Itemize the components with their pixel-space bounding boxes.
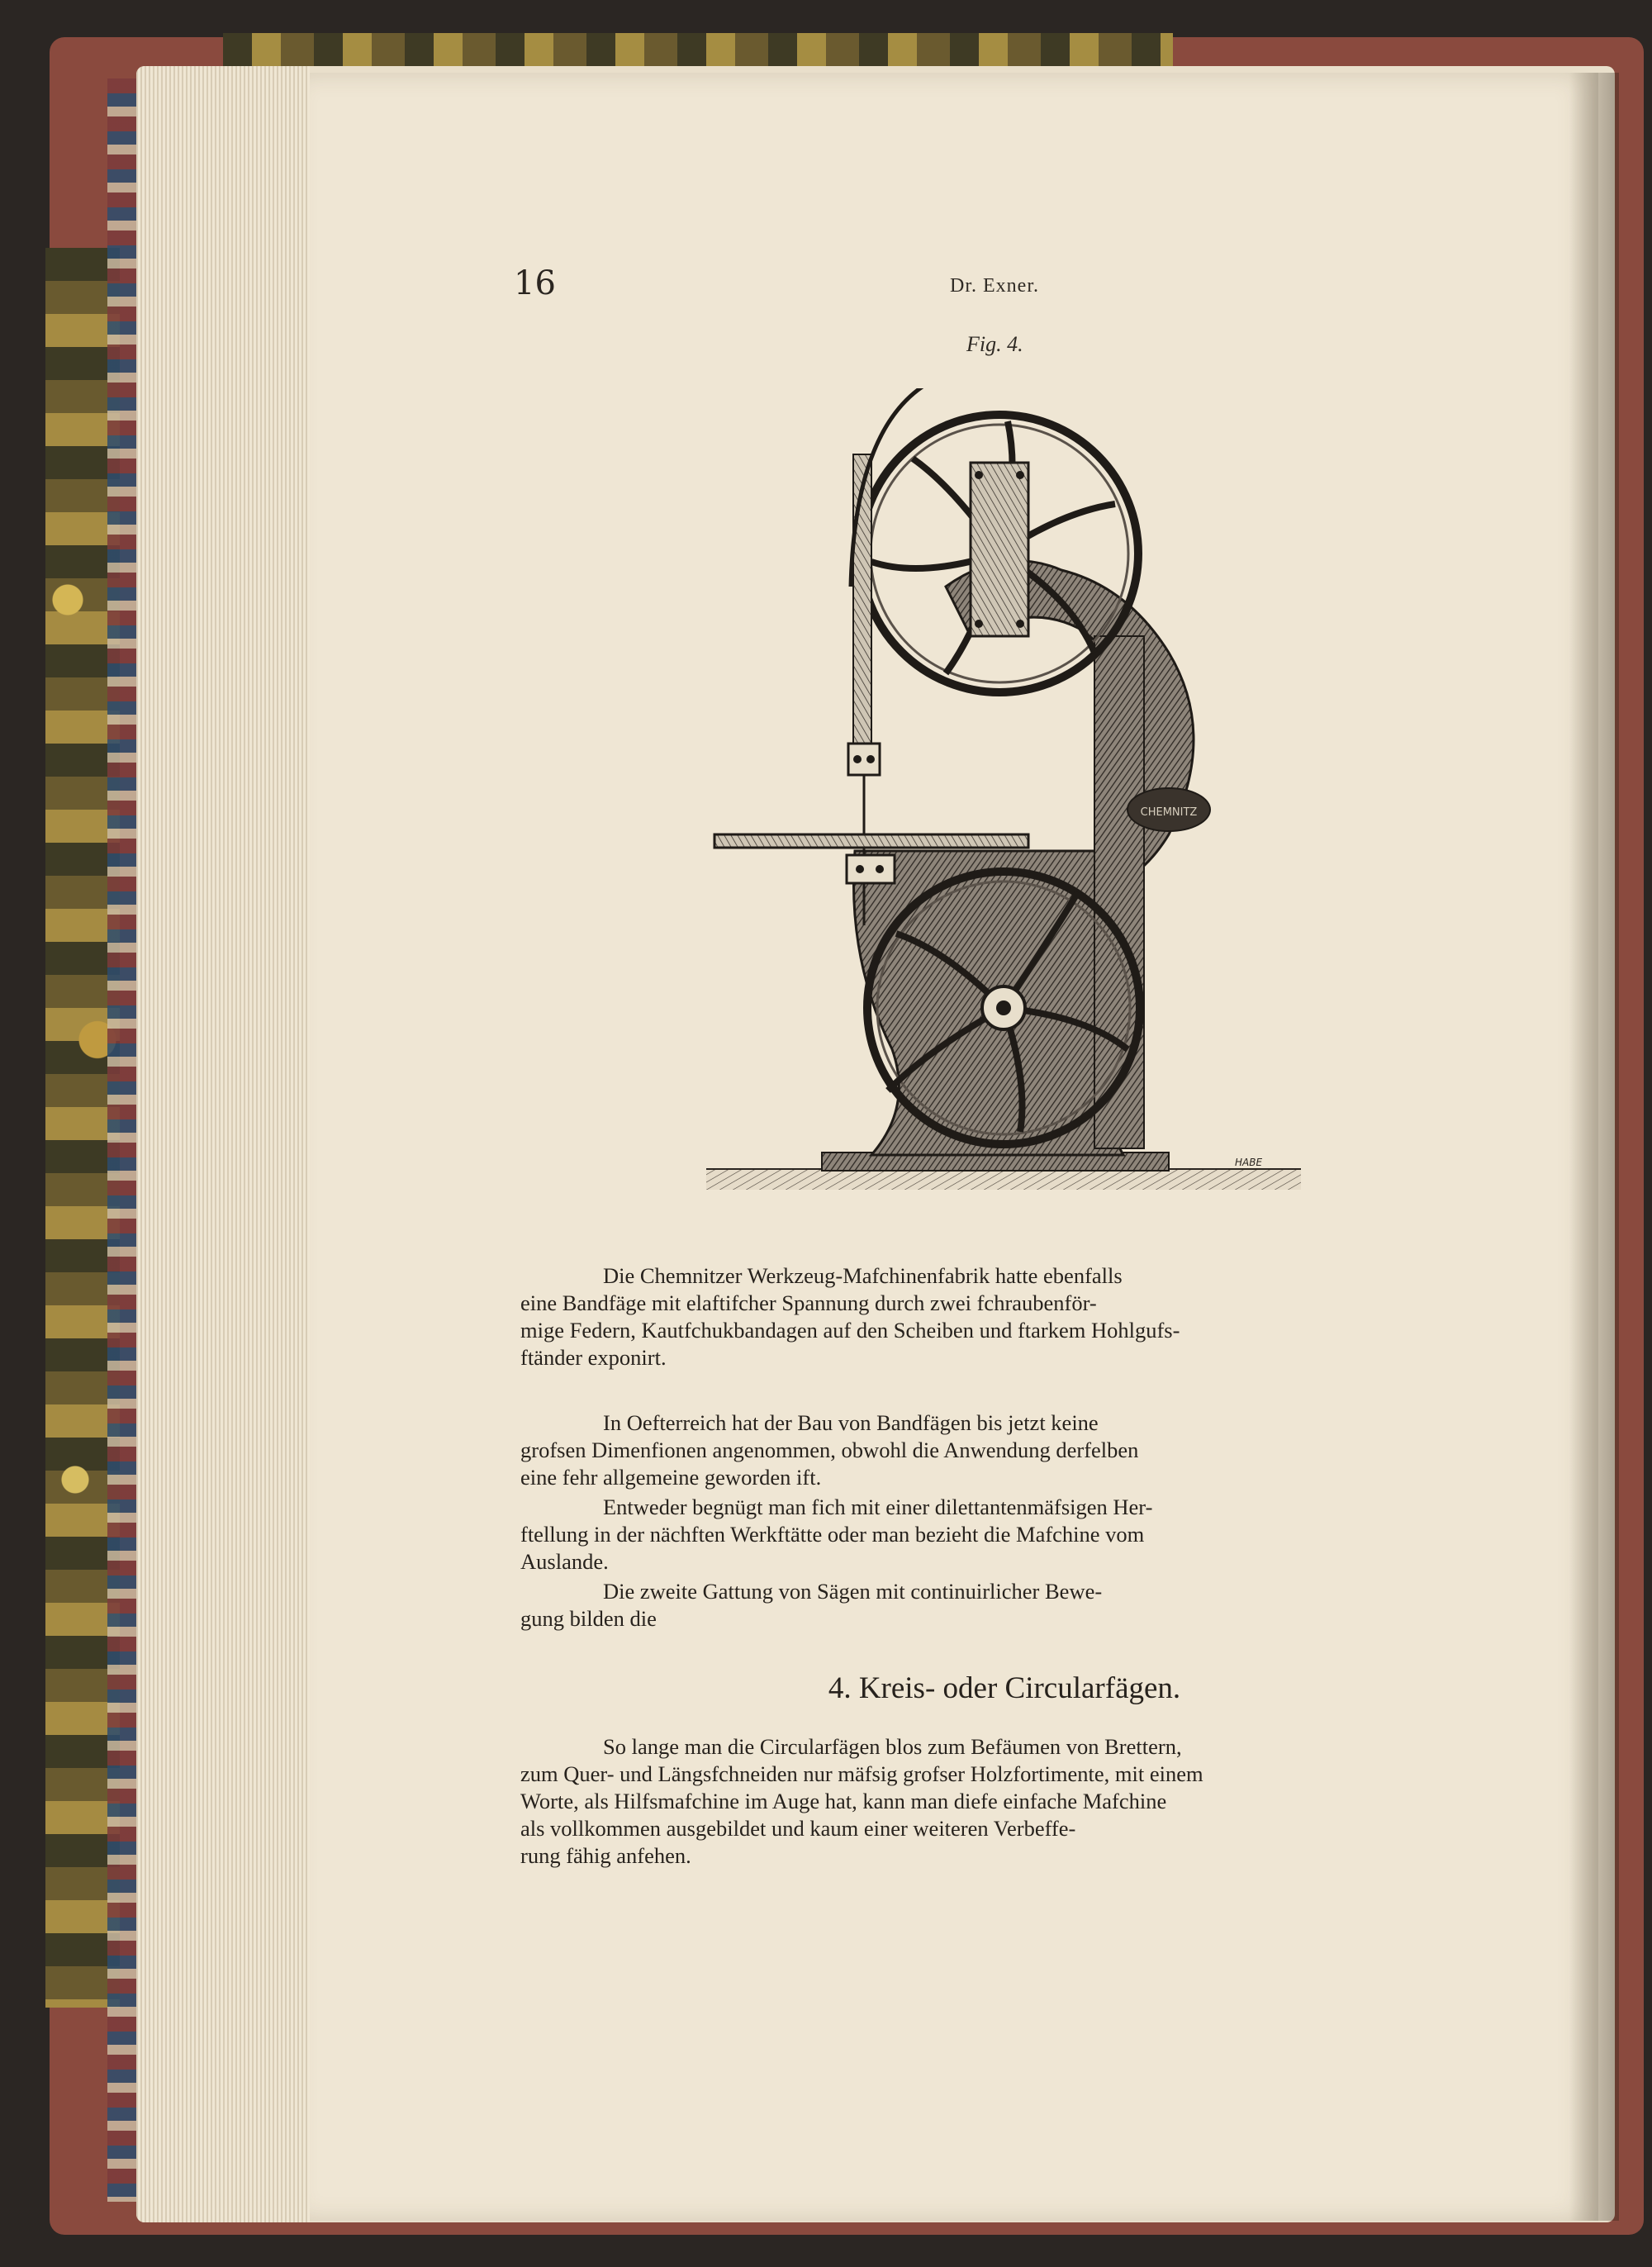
page-number: 16 — [514, 264, 556, 302]
lower-blade-guide — [847, 855, 895, 883]
line: Die zweite Gattung von Sägen mit continuirlicher Bewe- — [603, 1579, 1103, 1604]
engraver-signature: HABE — [1235, 1157, 1263, 1168]
upper-bearing — [971, 463, 1028, 636]
upper-blade-guide — [848, 744, 880, 775]
line: So lange man die Circularfägen blos zum Befäumen von Brettern, — [603, 1734, 1182, 1759]
section-heading: 4. Kreis- oder Circularfägen. — [828, 1671, 1181, 1705]
paragraph-zweite-gattung — [520, 1578, 1488, 1633]
paragraph-circularsaegen — [520, 1733, 1488, 1870]
line: eine fehr allgemeine geworden ift. — [520, 1465, 822, 1490]
line: rung fähig anfehen. — [520, 1843, 691, 1868]
line: Worte, als Hilfsmafchine im Auge hat, kann man diefe einfache Mafchine — [520, 1789, 1167, 1813]
line: ftänder exponirt. — [520, 1345, 667, 1370]
figure-caption: Fig. 4. — [966, 332, 1023, 356]
running-header: Dr. Exner. — [950, 275, 1039, 297]
line: gung bilden die — [520, 1606, 657, 1631]
page-gutter-shadow — [1569, 73, 1619, 2221]
paragraph-chemnitz — [520, 1262, 1488, 1371]
line: Auslande. — [520, 1549, 609, 1574]
line: zum Quer- und Längsfchneiden nur mäfsig grofser Holzfortimente, mit einem — [520, 1761, 1203, 1786]
frame-column — [1094, 636, 1144, 1148]
paragraph-oesterreich — [520, 1409, 1488, 1491]
line: Entweder begnügt man fich mit einer dilettantenmäfsigen Her- — [603, 1495, 1153, 1519]
marbled-top-edge — [223, 33, 1173, 70]
nameplate-text: CHEMNITZ — [1140, 806, 1198, 819]
line: mige Federn, Kautfchukbandagen auf den Scheiben und ftarkem Hohlgufs- — [520, 1318, 1180, 1343]
line: als vollkommen ausgebildet und kaum einer weiteren Verbeffe- — [520, 1816, 1076, 1841]
page-edges — [136, 66, 310, 2222]
line: Die Chemnitzer Werkzeug-Mafchinenfabrik hatte ebenfalls — [603, 1263, 1123, 1288]
line: grofsen Dimenfionen angenommen, obwohl die Anwendung derfelben — [520, 1438, 1139, 1462]
saw-table — [714, 834, 1028, 848]
ground — [706, 1169, 1301, 1190]
line: ftellung in der nächften Werkftätte oder man bezieht die Mafchine vom — [520, 1522, 1145, 1547]
line: eine Bandfäge mit elaftifcher Spannung durch zwei fchraubenför- — [520, 1290, 1097, 1315]
paragraph-entweder — [520, 1494, 1488, 1575]
band-saw-illustration — [706, 388, 1301, 1206]
line: In Oefterreich hat der Bau von Bandfägen bis jetzt keine — [603, 1410, 1099, 1435]
guide-post — [853, 454, 871, 752]
